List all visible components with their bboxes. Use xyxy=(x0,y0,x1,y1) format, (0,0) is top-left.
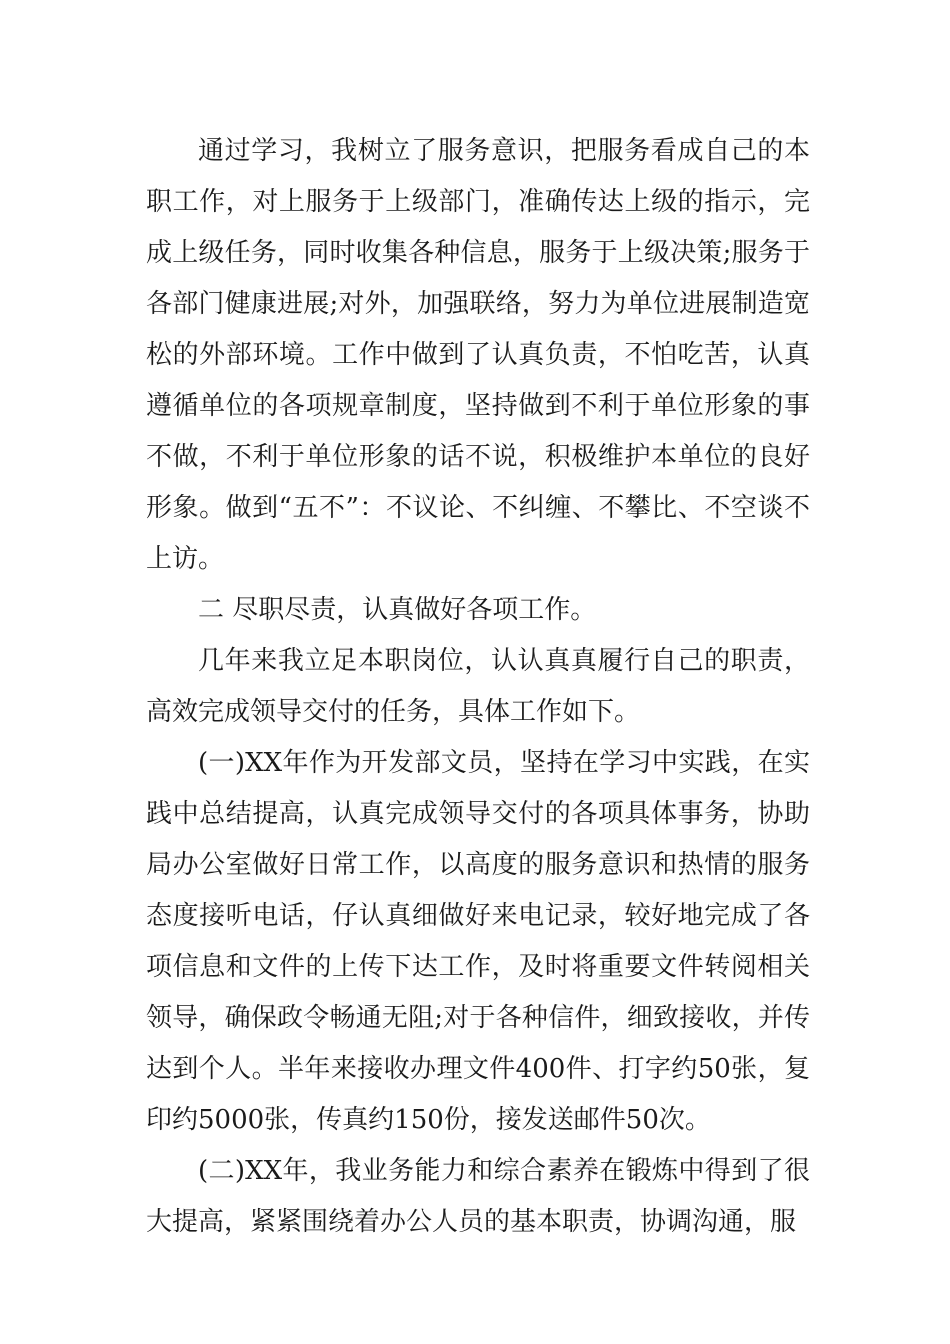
document-body xyxy=(146,126,810,1248)
paragraph-service-awareness: 通过学习，我树立了服务意识，把服务看成自己的本职工作，对上服务于上级部门，准确传达上级的指示，完成上级任务，同时收集各种信息，服务于上级决策;服务于各部门健康进展;对外，加强联络，努力为单位进展制造宽松的外部环境。工作中做到了认真负责，不怕吃苦，认真遵循单位的各项规章制度，坚持做到不利于单位形象的事不做，不利于单位形象的话不说，积极维护本单位的良好形象。做到“五不”：不议论、不纠缠、不攀比、不空谈不上访。 xyxy=(146,136,810,574)
paragraph-item-two: (二)XX年，我业务能力和综合素养在锻炼中得到了很大提高，紧紧围绕着办公人员的基本职责，协调沟通，服 xyxy=(146,1156,810,1237)
paragraph-item-one: (一)XX年作为开发部文员，坚持在学习中实践，在实践中总结提高，认真完成领导交付的各项具体事务，协助局办公室做好日常工作，以高度的服务意识和热情的服务态度接听电话，仔认真细做好来电记录，较好地完成了各项信息和文件的上传下达工作，及时将重要文件转阅相关领导，确保政令畅通无阻;对于各种信件，细致接收，并传达到个人。半年来接收办理文件400件、打字约50张，复印约5000张，传真约150份，接发送邮件50次。 xyxy=(146,748,810,1135)
paragraph-intro-duties: 几年来我立足本职岗位，认认真真履行自己的职责，高效完成领导交付的任务，具体工作如下。 xyxy=(146,646,810,727)
section-heading-two: 二 尽职尽责，认真做好各项工作。 xyxy=(198,595,597,625)
